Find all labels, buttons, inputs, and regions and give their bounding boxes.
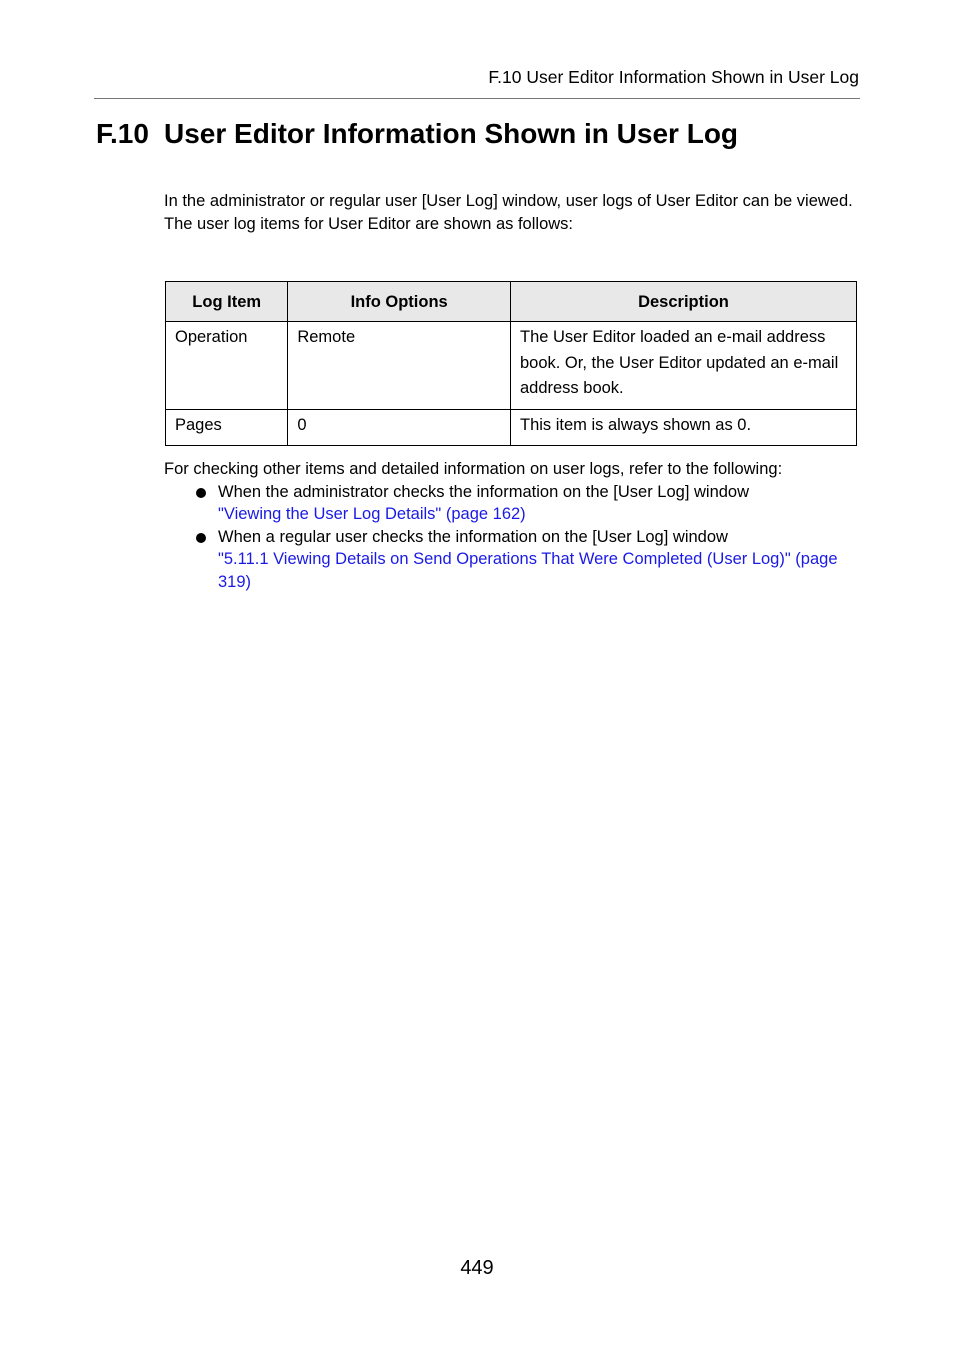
page-number: 449 [460, 1257, 494, 1279]
cell-description: This item is always shown as 0. [510, 409, 856, 446]
intro-paragraph-2: The user log items for User Editor are shown as follows: [164, 214, 573, 233]
reference-condition-text: When the administrator checks the information on the [User Log] window [218, 482, 750, 501]
table-header-row [166, 282, 857, 322]
cell-log-item: Pages [166, 409, 288, 446]
reference-lead-text: For checking other items and detailed information on user logs, refer to the following: [164, 460, 783, 478]
cell-description: The User Editor loaded an e-mail address book. Or, the User Editor updated an e-mail address book. [510, 322, 856, 410]
running-header: F.10 User Editor Information Shown in User Log [488, 67, 859, 87]
table-row [166, 409, 857, 446]
reference-condition-text: When a regular user checks the information on the [User Log] window [218, 527, 728, 546]
column-header-info-options: Info Options [288, 282, 511, 322]
header-divider [94, 98, 860, 99]
bullet-icon [196, 533, 206, 543]
section-title [96, 116, 738, 152]
user-log-items-table [165, 281, 857, 446]
table-row [166, 322, 857, 410]
list-item [164, 526, 854, 594]
list-item [164, 481, 854, 526]
column-header-log-item: Log Item [166, 282, 288, 322]
column-header-description: Description [510, 282, 856, 322]
reference-section [164, 458, 854, 593]
cell-log-item: Operation [166, 322, 288, 410]
intro-paragraph-1: In the administrator or regular user [User Log] window, user logs of User Editor can be viewed. [164, 192, 853, 210]
link-viewing-user-log-details[interactable]: "Viewing the User Log Details" (page 162) [218, 505, 526, 523]
reference-list [164, 481, 854, 594]
intro-text [164, 190, 854, 235]
bullet-icon [196, 488, 206, 498]
link-viewing-send-operations-details[interactable]: "5.11.1 Viewing Details on Send Operations That Were Completed (User Log)" (page 319) [218, 550, 838, 591]
section-number: F.10 [96, 118, 149, 149]
cell-info-options: 0 [288, 409, 511, 446]
cell-info-options: Remote [288, 322, 511, 410]
section-title-text: User Editor Information Shown in User Log [164, 118, 739, 149]
